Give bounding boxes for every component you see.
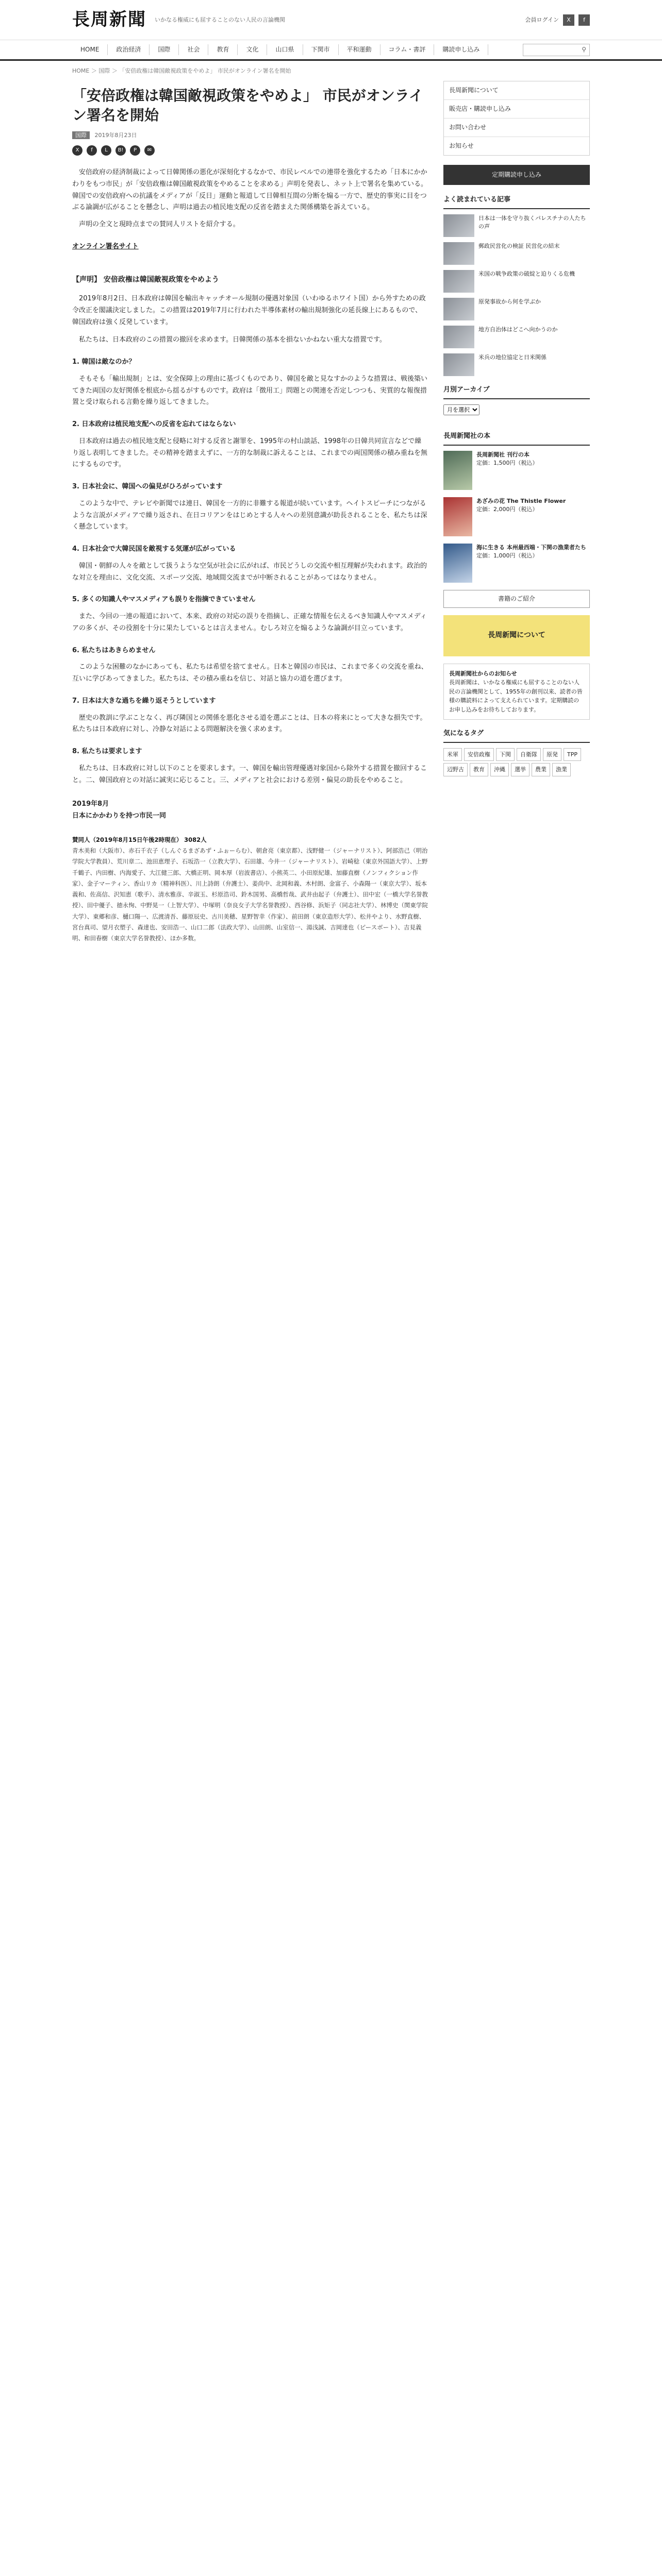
nav-culture[interactable]: 文化 [238,44,267,55]
facebook-share-icon[interactable]: f [87,145,97,156]
section-heading: 7. 日本は大きな過ちを繰り返そうとしています [72,697,216,705]
popular-item-title[interactable]: 原発事故から何を学ぶか [478,298,541,305]
site-tagline: いかなる権威にも屈することのない人民の言論機関 [155,16,285,23]
notice-title: 長周新聞社からのお知らせ [449,670,517,677]
tag-link[interactable]: 下関 [496,748,515,761]
book-title[interactable]: あざみの花 The Thistle Flower [476,497,566,504]
pocket-share-icon[interactable]: P [130,145,140,156]
statement-date: 2019年8月 [72,800,109,808]
popular-item-title[interactable]: 米国の戦争政策の破綻と迫りくる危機 [478,270,575,277]
book-cover [443,497,472,536]
notice-text: 長周新聞は、いかなる権威にも屈することのない人民の言論機関として、1955年の創刊以来、読者の皆様の購読料によって支えられています。定期購読のお申し込みをお待ちしております。 [449,679,583,713]
popular-title: よく読まれている記事 [443,194,590,209]
nav-shimonoseki[interactable]: 下関市 [303,44,339,55]
statement-intro: 2019年8月2日、日本政府は韓国を輸出キャッチオール規制の優遇対象国（いわゆるホワイト国）から外すための政令改正を閣議決定しました。この措置は2019年7月に行われた半導体素材の輸出規制強化の延長線上にあるもので、韓国政府は強く反発しています。 [72,295,426,326]
section-paragraph: また、今回の一連の報道において、本来、政府の対応の誤りを指摘し、正確な情報を伝えるべき知識人やマスメディアの多くが、その役割を十分に果たしているとは言えません。むしろ対立を煽るような論調が目立っています。 [72,613,427,632]
section-paragraph: このような中で、テレビや新聞では連日、韓国を一方的に非難する報道が続いています。ヘイトスピーチにつながるような言説がメディアで繰り返され、在日コリアンをはじめとする人々への差別意識が助長されることを、私たちは深く懸念しています。 [72,499,427,531]
sidebar-item-shops[interactable]: 販売店・購読申し込み [444,100,589,118]
book-price: 定価：2,000円（税込） [476,506,538,513]
notice-box [443,664,590,720]
article [72,81,428,944]
signers-names: 青木美和（大阪市）、赤石千衣子（しんぐるまざあず・ふぉーらむ）、朝倉亮（東京都）、浅野健一（ジャーナリスト）、阿部浩己（明治学院大学教員）、荒川章二、池田恵理子、石坂浩一（立教大学）、石田雄、今井一（ジャーナリスト）、岩崎稔（東京外国語大学）、上野千鶴子、内田樹、内海愛子、大江健三郎、大橋正明、岡本厚（岩波書店）、小熊英二、小田原紀雄、加藤直樹（ノンフィクション作家）、金子マーティン、香山リカ（精神科医）、川上詩朗（弁護士）、姜尚中、北岡和義、木村朗、金富子、小森陽一（東京大学）、坂本義和、佐高信、沢知恵（歌手）、清水雅彦、辛淑玉、杉原浩司、鈴木国男、高橋哲哉、武井由起子（弁護士）、田中宏（一橋大学名誉教授）、田中優子、徳永恂、中野晃一（上智大学）、中塚明（奈良女子大学名誉教授）、西谷修、浜矩子（同志社大学）、林博史（関東学院大学）、東郷和彦、樋口陽一、広渡清吾、藤原辰史、古川美穂、星野智幸（作家）、前田朗（東京造形大学）、松井やより、水野直樹、宮台真司、望月衣塑子、森達也、安田浩一、山口二郎（法政大学）、山田朗、山室信一、湯浅誠、吉岡達也（ピースボート）、吉見義明、和田春樹（東京大学名誉教授）、ほか多数。 [72,847,428,942]
nav-society[interactable]: 社会 [179,44,208,55]
tags-title: 気になるタグ [443,728,590,743]
nav-yamaguchi[interactable]: 山口県 [267,44,303,55]
popular-item-title[interactable]: 米兵の地位協定と日米関係 [478,354,547,361]
section-heading: 5. 多くの知識人やマスメディアも誤りを指摘できていません [72,596,256,604]
nav-international[interactable]: 国際 [150,44,179,55]
book-title[interactable]: 長周新聞社 刊行の本 [476,451,529,458]
section-paragraph: そもそも「輸出規制」とは、安全保障上の理由に基づくものであり、韓国を敵と見なすかのような措置は、戦後築いてきた両国の友好関係を根底から揺るがすものです。政府は「徴用工」問題との関連を否定しつつも、実質的な報復措置と受け取られる言動を繰り返してきました。 [72,375,428,406]
thumbnail [443,270,474,293]
sidebar-item-notice[interactable]: お知らせ [449,142,474,150]
statement-title: 【声明】 安倍政権は韓国敵視政策をやめよう [72,275,219,284]
section-paragraph: このような困難のなかにあっても、私たちは希望を捨てません。日本と韓国の市民は、これまで多くの交流を重ね、互いに学びあってきました。私たちは、その積み重ねを信じ、対話と協力の道を選びます。 [72,663,428,683]
thumbnail [443,242,474,265]
nav-education[interactable]: 教育 [208,44,238,55]
sidebar-item-contact[interactable]: お問い合わせ [444,118,589,137]
sidebar-item-about[interactable]: 長周新聞について [444,81,589,100]
popular-item-title[interactable]: 日本は一体を守り抜くパレスチナの人たちの声 [478,215,586,230]
statement-intro: 私たちは、日本政府のこの措置の撤回を求めます。日韓関係の基本を損ないかねない重大な措置です。 [79,336,386,344]
book-item[interactable] [443,497,590,536]
section-heading: 6. 私たちはあきらめません [72,646,156,654]
popular-item-title[interactable]: 郵政民営化の検証 民営化の結末 [478,243,560,249]
signers-title: 賛同人（2019年8月15日午後2時現在） [72,836,183,843]
tag-link[interactable]: 原発 [543,748,561,761]
tag-cloud [443,748,590,776]
article-title: 「安倍政権は韓国敵視政策をやめよ」 市民がオンライン署名を開始 [72,87,423,124]
nav-home[interactable]: HOME [72,44,108,55]
lead-paragraph: 声明の全文と現時点までの賛同人リストを紹介する。 [79,221,240,229]
thumbnail [443,326,474,348]
article-lead [72,167,428,231]
book-price: 定価：1,000円（税込） [476,552,538,559]
section-paragraph: 歴史の教訓に学ぶことなく、再び隣国との関係を悪化させる道を選ぶことは、日本の将来にとって大きな損失です。私たちは日本政府に対し、冷静な対話による問題解決を強く求めます。 [72,714,427,734]
nav-peace[interactable]: 平和運動 [339,44,380,55]
popular-item[interactable] [443,242,590,265]
line-share-icon[interactable]: L [101,145,111,156]
main-nav [0,40,662,61]
thumbnail [443,353,474,376]
signers-list [72,835,428,944]
lead-paragraph: 安倍政府の経済制裁によって日韓関係の悪化が深刻化するなかで、市民レベルでの連帯を強化するため「日本にかかわりをもつ市民」が「安倍政権は韓国敵視政策をやめることを求める」声明を発表し、ネット上で署名を集めている。韓国での安倍政府への抗議をメディアが「反日」運動と報道して日韓相互間の分断を煽る一方で、歴史的事実に目をつぶる論調が広がることを懸念し、声明は過去の植民地支配の反省を踏まえた関係構築を訴えている。 [72,168,428,212]
book-title[interactable]: 海に生きる 本州最西端・下関の漁業者たち [476,544,586,551]
section-heading: 1. 韓国は敵なのか？ [72,358,136,366]
signature-site-link[interactable]: オンライン署名サイト [72,242,139,250]
nav-politics[interactable]: 政治経済 [108,44,150,55]
breadcrumb[interactable]: HOME ＞ 国際 ＞ 「安倍政権は韓国敵視政策をやめよ」 市民がオンライン署名を開始 [72,67,291,74]
popular-item[interactable] [443,298,590,320]
books-button[interactable]: 書籍のご紹介 [443,590,590,608]
tag-link[interactable]: 安倍政権 [464,748,494,761]
nav-subscribe[interactable]: 購読申し込み [434,44,488,55]
section-paragraph: 私たちは、日本政府に対し以下のことを要求します。一、韓国を輸出管理優遇対象国から除外する措置を撤回すること。二、韓国政府との対話に誠実に応じること。三、メディアと社会における差別・偏見の助長をやめること。 [72,764,427,784]
login-link[interactable]: 会員ログイン [525,16,559,23]
site-logo[interactable]: 長周新聞 [72,9,146,30]
article-meta [72,130,428,140]
popular-item-title[interactable]: 地方自治体はどこへ向かうのか [478,326,558,333]
book-item[interactable] [443,451,590,490]
book-item[interactable] [443,544,590,583]
hatena-share-icon[interactable]: B! [115,145,126,156]
mail-share-icon[interactable]: ✉ [144,145,155,156]
tag-link[interactable]: 漁業 [552,763,571,776]
popular-item[interactable] [443,270,590,293]
twitter-share-icon[interactable]: X [72,145,82,156]
category-badge[interactable]: 国際 [72,131,90,139]
tag-link[interactable]: 自衛隊 [517,748,541,761]
tag-link[interactable]: TPP [564,748,581,761]
nav-column[interactable]: コラム・書評 [380,44,435,55]
section-paragraph: 韓国・朝鮮の人々を敵として扱うような空気が社会に広がれば、市民どうしの交流や相互理解が失われます。政治的な対立を理由に、文化交流、スポーツ交流、地域間交流までが中断されることがあってはなりません。 [72,562,427,582]
popular-item[interactable] [443,326,590,348]
book-cover [443,544,472,583]
share-bar [72,145,428,156]
book-cover [443,451,472,490]
signers-count: 3082人 [184,836,207,843]
archive-title: 月別アーカイブ [443,384,590,399]
search-input[interactable] [523,44,590,56]
sidebar-menu [443,81,590,156]
twitter-icon[interactable]: X [563,14,574,26]
section-heading: 4. 日本社会で大韓民国を敵視する気運が広がっている [72,545,236,553]
about-banner[interactable]: 長周新聞について [443,615,590,656]
site-header [0,0,662,40]
article-date: 2019年8月23日 [94,131,137,139]
header-actions [525,14,590,26]
tag-link[interactable]: 教育 [470,763,488,776]
tag-link[interactable]: 農業 [532,763,550,776]
section-paragraph: 日本政府は過去の植民地支配と侵略に対する反省と謝罪を、1995年の村山談話、1998年の日韓共同宣言などで繰り返し表明してきました。その精神を踏まえずに、一方的な制裁に訴えることは、これまでの両国関係の積み重ねを無にするものです。 [72,437,428,469]
sidebar [443,81,590,944]
subscribe-button[interactable]: 定期購読申し込み [443,165,590,185]
facebook-icon[interactable]: f [578,14,590,26]
tag-link[interactable]: 米軍 [443,748,462,761]
section-heading: 8. 私たちは要求します [72,748,142,756]
tag-link[interactable]: 選挙 [511,763,529,776]
statement-org: 日本にかかわりを持つ市民一同 [72,812,167,820]
tag-link[interactable]: 沖縄 [490,763,509,776]
book-price: 定価：1,500円（税込） [476,460,538,466]
tag-link[interactable]: 辺野古 [443,763,468,776]
section-heading: 3. 日本社会に、韓国への偏見がひろがっています [72,483,223,491]
thumbnail [443,298,474,320]
popular-item[interactable] [443,214,590,237]
search-icon[interactable]: ⚲ [582,46,586,53]
books-title: 長周新聞社の本 [443,431,590,446]
thumbnail [443,214,474,237]
popular-item[interactable] [443,353,590,376]
section-heading: 2. 日本政府は植民地支配への反省を忘れてはならない [72,420,236,429]
archive-select[interactable] [443,404,479,415]
